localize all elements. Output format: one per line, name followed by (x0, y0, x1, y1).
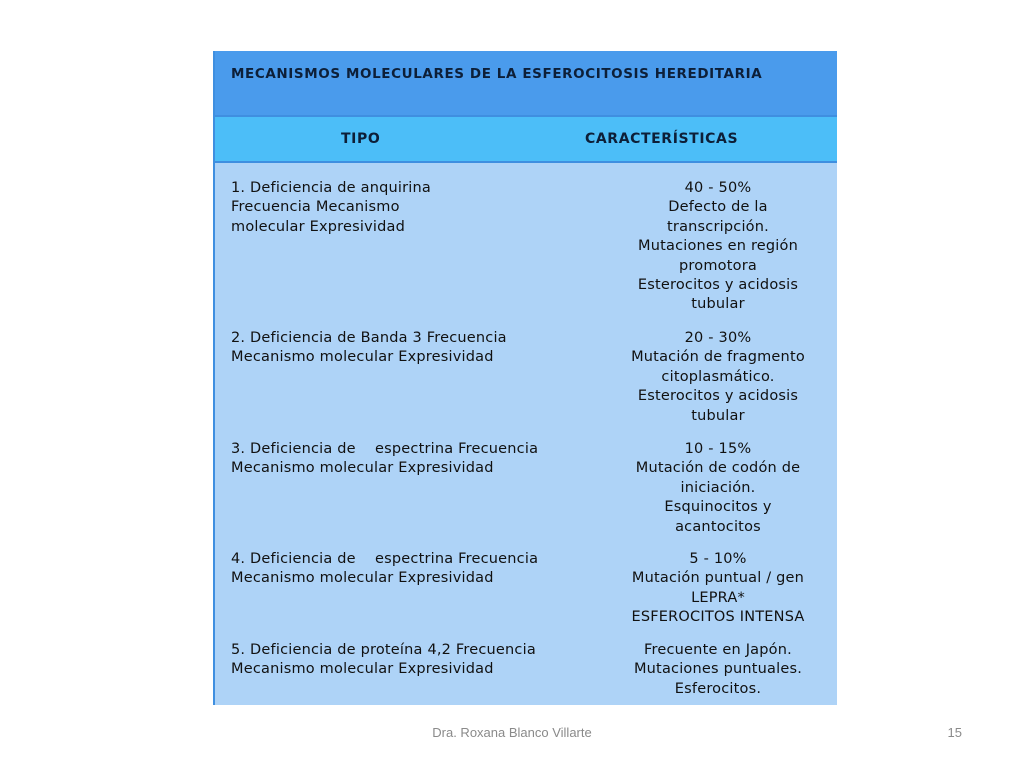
row-car-line: tubular (691, 296, 745, 313)
row-car-line: tubular (691, 407, 745, 424)
table-title: MECANISMOS MOLECULARES DE LA ESFEROCITOSIS HEREDITARIA (215, 51, 837, 115)
row-tipo-cell (231, 179, 603, 237)
row-caracteristicas-cell (613, 550, 823, 628)
row-car-line: Frecuente en Japón. (644, 642, 792, 658)
row-caracteristicas-cell (613, 179, 823, 315)
row-tipo-line: 5. Deficiencia de proteína 4,2 Frecuencia (231, 642, 536, 658)
table-header (215, 117, 837, 163)
row-car-line: promotora (679, 257, 757, 274)
row-tipo-cell (231, 641, 603, 680)
mechanisms-table (213, 51, 837, 705)
row-tipo-line: Frecuencia Mecanismo (231, 199, 400, 216)
row-tipo-line: Mecanismo molecular Expresividad (231, 570, 494, 587)
row-car-line: transcripción. (667, 218, 769, 235)
row-car-line: Esterocitos y acidosis (637, 388, 799, 405)
row-car-line: LEPRA* (691, 589, 745, 606)
row-car-line: citoplasmático. (661, 368, 775, 385)
row-tipo-line: Mecanismo molecular Expresividad (231, 661, 494, 678)
row-car-line: Esterocitos y acidosis (637, 277, 799, 294)
row-car-line: 10 - 15% (684, 441, 752, 457)
row-car-line: 5 - 10% (689, 551, 747, 567)
row-tipo-line: Mecanismo molecular Expresividad (231, 349, 494, 366)
row-caracteristicas-cell (613, 641, 823, 699)
row-tipo-line: 4. Deficiencia de espectrina Frecuencia (231, 551, 539, 567)
row-tipo-line: 2. Deficiencia de Banda 3 Frecuencia (231, 330, 507, 346)
row-tipo-cell (231, 329, 603, 368)
row-car-line: acantocitos (675, 518, 761, 535)
row-car-line: 20 - 30% (684, 330, 752, 346)
row-caracteristicas-cell (613, 329, 823, 426)
row-car-line: iniciación. (680, 479, 756, 496)
row-car-line: Defecto de la (668, 199, 768, 216)
row-car-line: Esquinocitos y (664, 499, 772, 516)
row-car-line: Mutación de codón de (635, 460, 801, 477)
row-car-line: Mutación puntual / gen (631, 570, 805, 587)
footer-author: Dra. Roxana Blanco Villarte (432, 725, 592, 740)
row-tipo-line: 3. Deficiencia de espectrina Frecuencia (231, 441, 539, 457)
row-caracteristicas-cell (613, 440, 823, 537)
page-number: 15 (947, 725, 962, 740)
header-caracteristicas: CARACTERÍSTICAS (585, 131, 739, 147)
row-tipo-line: molecular Expresividad (231, 218, 405, 235)
row-tipo-line: Mecanismo molecular Expresividad (231, 460, 494, 477)
row-car-line: Mutaciones puntuales. (633, 661, 803, 678)
row-car-line: Mutaciones en región (638, 238, 798, 255)
row-car-line: Mutación de fragmento (631, 349, 805, 366)
row-tipo-line: 1. Deficiencia de anquirina (231, 180, 431, 196)
row-tipo-cell (231, 550, 603, 589)
header-tipo: TIPO (341, 131, 381, 147)
row-car-line: 40 - 50% (684, 180, 752, 196)
row-tipo-cell (231, 440, 603, 479)
row-car-line: Esferocitos. (674, 680, 762, 697)
row-car-line: ESFEROCITOS INTENSA (631, 609, 805, 626)
